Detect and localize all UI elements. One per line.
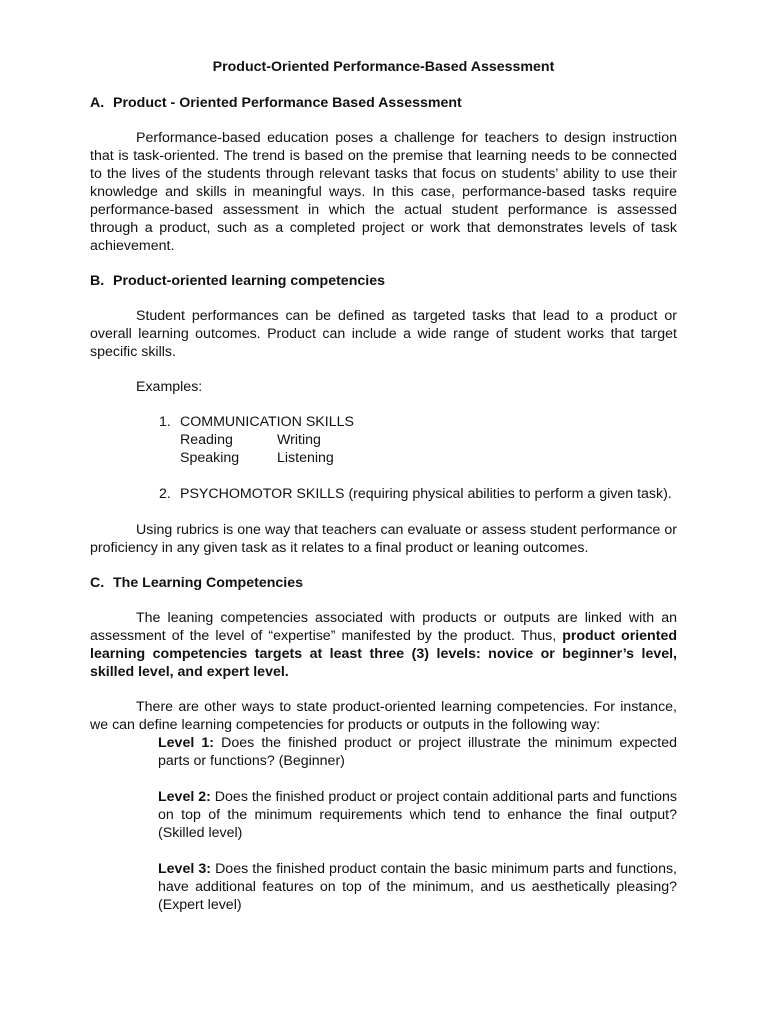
skill-listening: Listening [277,450,334,466]
list-item-number: 2. [159,486,171,502]
level-item [158,734,677,770]
level-label: Level 2: [158,789,211,805]
level-text: Does the finished product or project contain additional parts and functions on top of the minimum requirements which tend to enhance the final output? (Skilled level) [158,789,677,841]
section-c-paragraph-2: There are other ways to state product-oriented learning competencies. For instance, we can define learning competencies for products or outputs in the following way: [90,699,677,733]
level-text: Does the finished product contain the basic minimum parts and functions, have additional features on top of the minimum, and us aesthetically pleasing? (Expert level) [158,861,677,913]
section-a-title: Product - Oriented Performance Based Assessment [113,95,462,111]
skill-reading: Reading [180,432,233,448]
level-label: Level 1: [158,735,214,751]
examples-label: Examples: [136,379,203,395]
section-b-paragraph: Student performances can be defined as targeted tasks that lead to a product or overall learning outcomes. Product can include a wide range of student works that target specific skills. [90,308,677,360]
section-c-letter: C. [90,575,105,591]
level-item [158,860,677,914]
list-item-number: 1. [159,414,171,430]
section-b-heading [90,272,677,290]
list-item-text: PSYCHOMOTOR SKILLS (requiring physical abilities to perform a given task). [180,486,672,502]
document-title: Product-Oriented Performance-Based Assessment [212,59,555,75]
skill-row [180,431,677,449]
list-item-title: COMMUNICATION SKILLS [180,414,354,430]
list-item [90,413,677,467]
section-b-letter: B. [90,273,105,289]
level-label: Level 3: [158,861,211,877]
levels-list [158,734,677,914]
section-a-letter: A. [90,95,105,111]
section-c-paragraph [90,609,677,681]
section-c-title: The Learning Competencies [113,575,303,591]
section-c-heading [90,574,677,592]
section-c-paragraph-bold: product oriented learning competencies targets at least three (3) levels: novice or beginner’s level, skilled level, and expert level. [90,628,678,680]
level-item [158,788,677,842]
section-a-heading [90,94,677,112]
skill-writing: Writing [277,432,321,448]
section-c-paragraph-text: The leaning competencies associated with products or outputs are linked with an assessment of the level of “expertise” manifested by the product. Thus, [90,610,677,644]
section-b-title: Product-oriented learning competencies [113,273,385,289]
document-page [90,58,677,932]
skill-row [180,449,677,467]
skills-list [90,413,677,503]
section-b-paragraph-2: Using rubrics is one way that teachers can evaluate or assess student performance or proficiency in any given task as it relates to a final product or leaning outcomes. [90,522,677,556]
section-a-paragraph: Performance-based education poses a challenge for teachers to design instruction that is task-oriented. The trend is based on the premise that learning needs to be connected to the lives of the students through relevant tasks that focus on students’ ability to use their knowledge and skills in meaningful ways. In this case, performance-based tasks require performance-based assessment in which the actual student performance is assessed through a product, such as a completed project or work that demonstrates levels of task achievement. [90,130,677,254]
level-text: Does the finished product or project illustrate the minimum expected parts or functions? (Beginner) [158,735,677,769]
skill-speaking: Speaking [180,450,240,466]
list-item [90,485,677,503]
